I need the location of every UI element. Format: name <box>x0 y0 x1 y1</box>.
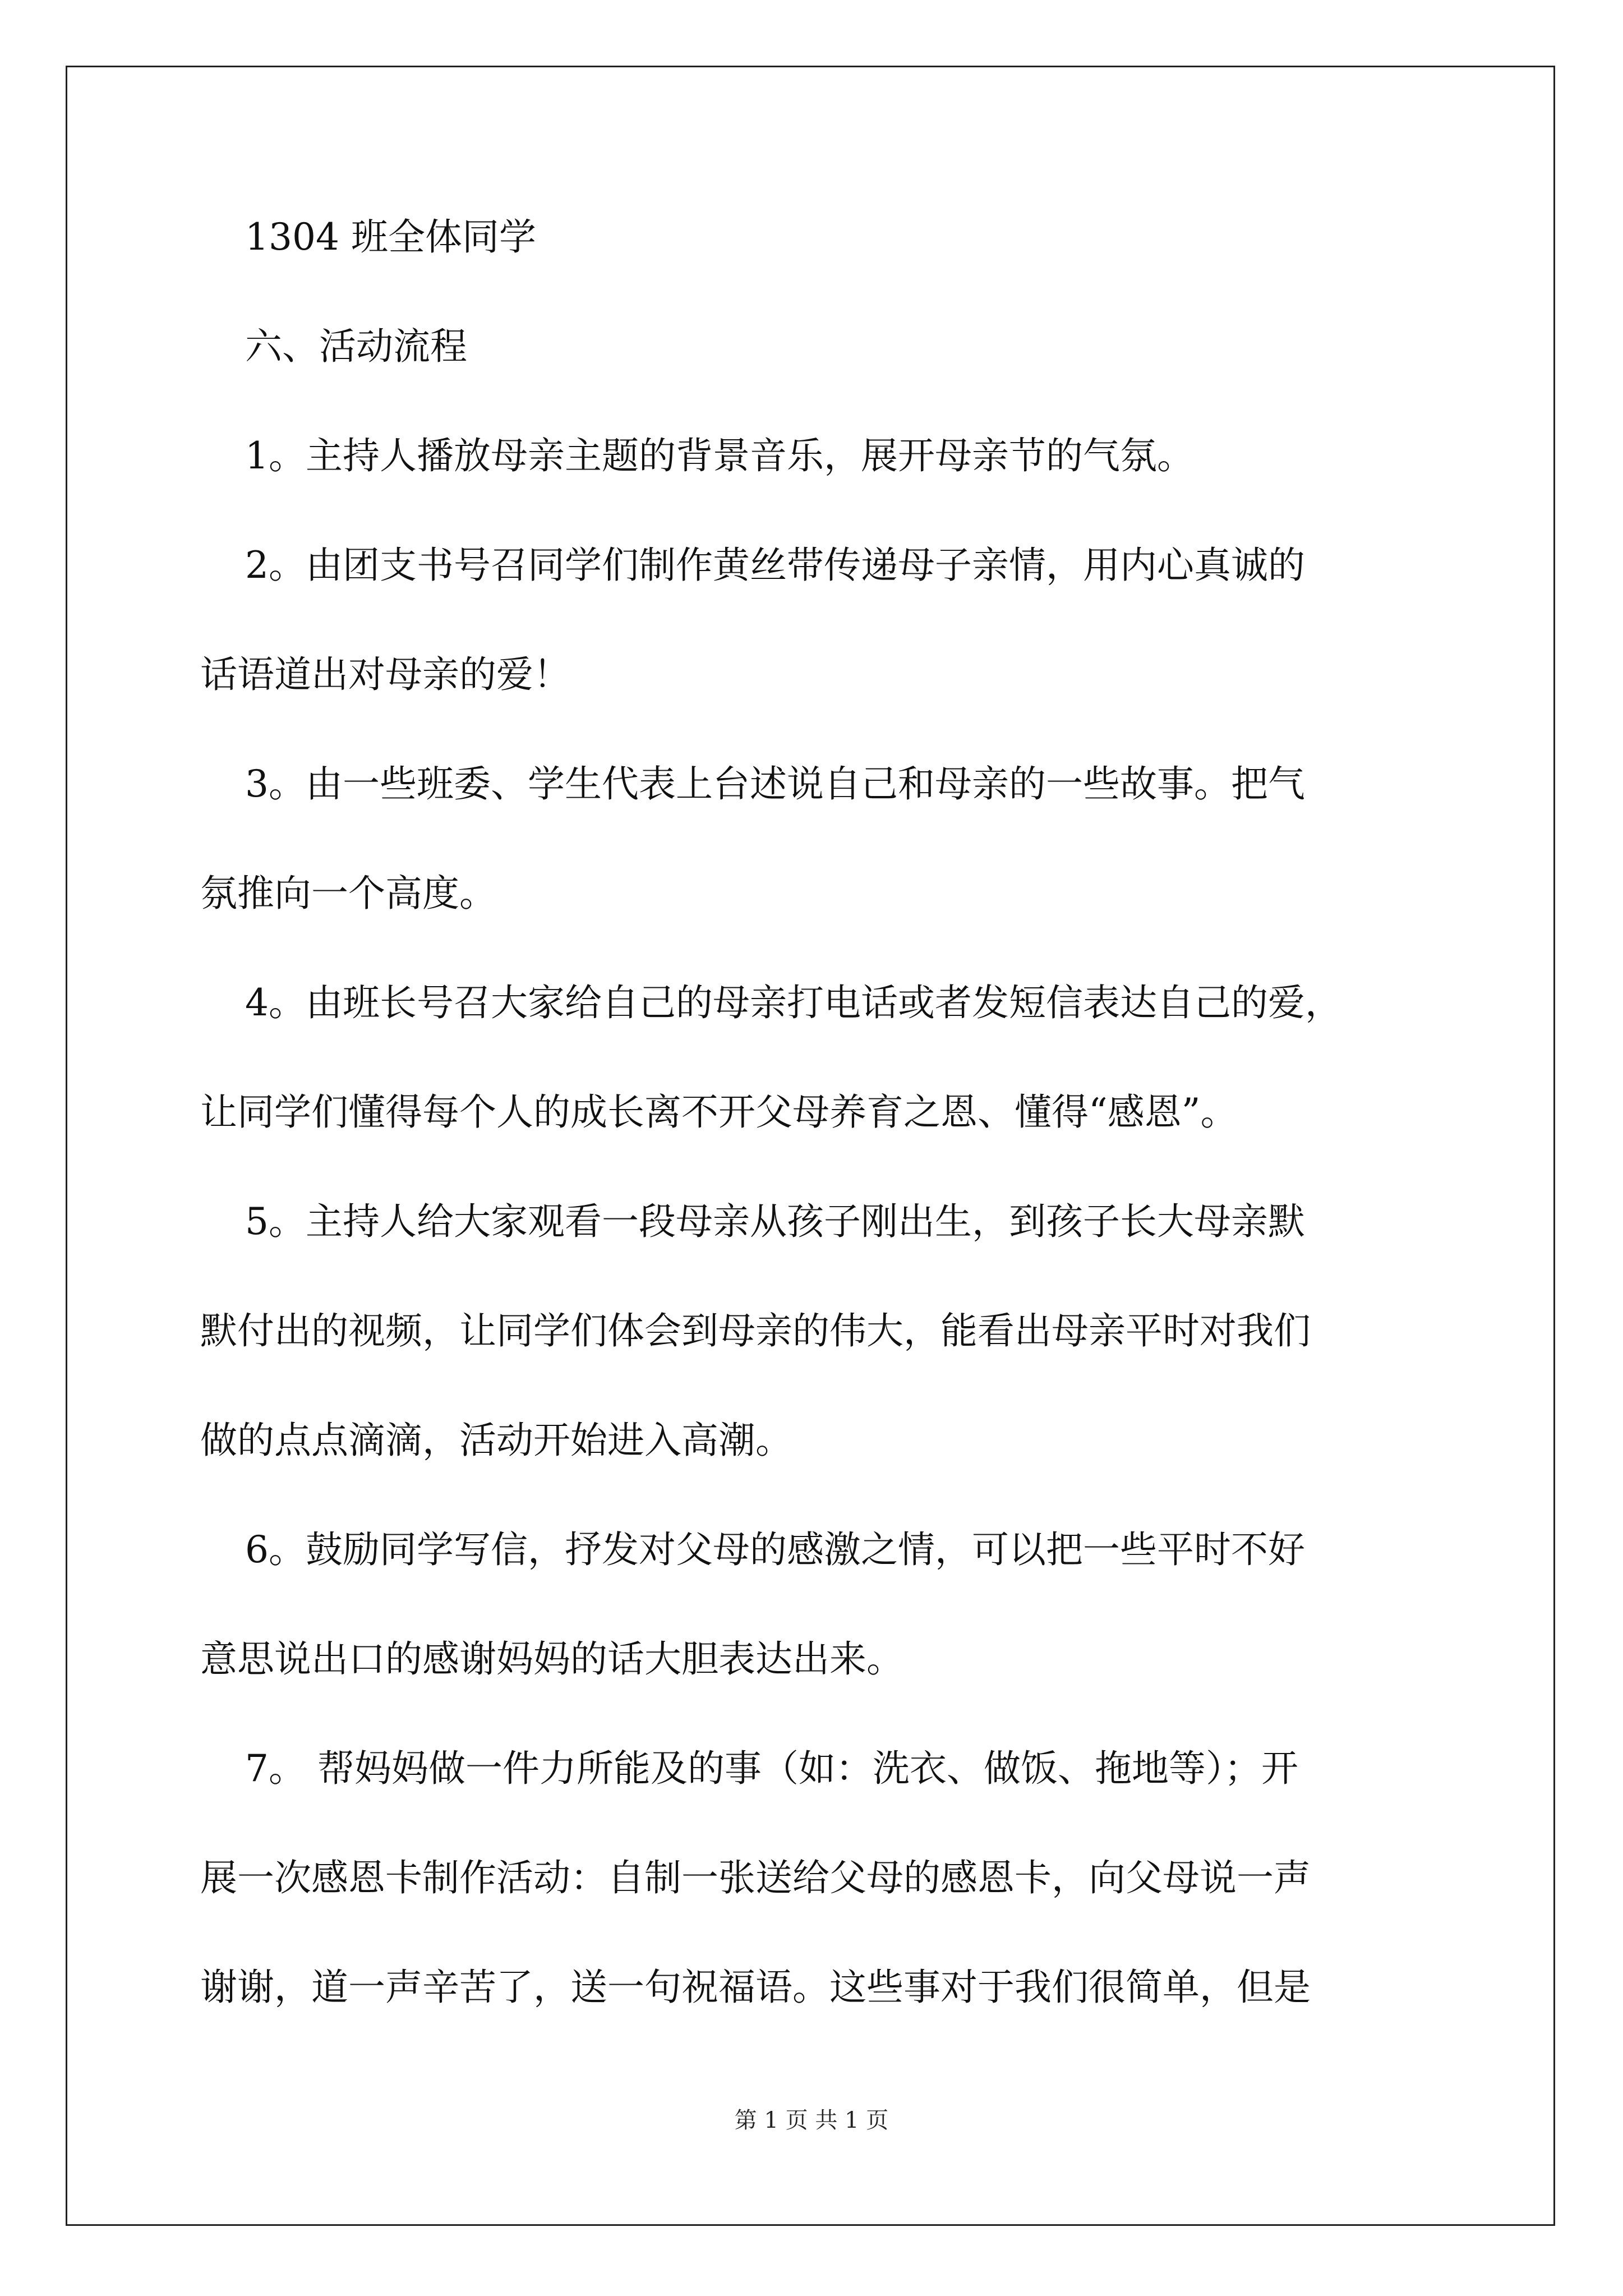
text-line: 默付出的视频，让同学们体会到母亲的伟大，能看出母亲平时对我们 <box>200 1309 1311 1352</box>
text-line: 让同学们懂得每个人的成长离不开父母养育之恩、懂得“感恩”。 <box>200 1091 1238 1134</box>
text-line: 话语道出对母亲的爱！ <box>200 653 570 696</box>
text-line: 6。鼓励同学写信，抒发对父母的感激之情，可以把一些平时不好 <box>245 1528 1305 1571</box>
page-footer: 第 1 页 共 1 页 <box>734 2108 889 2133</box>
text-line: 1304 班全体同学 <box>245 215 536 259</box>
text-line: 1。主持人播放母亲主题的背景音乐，展开母亲节的气氛。 <box>245 434 1194 477</box>
text-line: 5。主持人给大家观看一段母亲从孩子刚出生，到孩子长大母亲默 <box>245 1200 1305 1243</box>
text-line: 意思说出口的感谢妈妈的话大胆表达出来。 <box>200 1637 903 1681</box>
text-line: 2。由团支书号召同学们制作黄丝带传递母子亲情，用内心真诚的 <box>245 544 1305 587</box>
page-border <box>66 66 1555 2226</box>
text-line: 3。由一些班委、学生代表上台述说自己和母亲的一些故事。把气 <box>245 762 1305 806</box>
text-line: 氛推向一个高度。 <box>200 872 496 915</box>
text-line: 谢谢，道一声辛苦了，送一句祝福语。这些事对于我们很简单，但是 <box>200 1966 1311 2009</box>
text-line: 做的点点滴滴，活动开始进入高潮。 <box>200 1419 792 1462</box>
text-line: 7。 帮妈妈做一件力所能及的事（如：洗衣、做饭、拖地等）；开 <box>245 1747 1298 1790</box>
text-line: 六、活动流程 <box>245 325 467 368</box>
text-line: 展一次感恩卡制作活动：自制一张送给父母的感恩卡，向父母说一声 <box>200 1856 1311 1899</box>
text-line: 4。由班长号召大家给自己的母亲打电话或者发短信表达自己的爱， <box>245 981 1342 1024</box>
